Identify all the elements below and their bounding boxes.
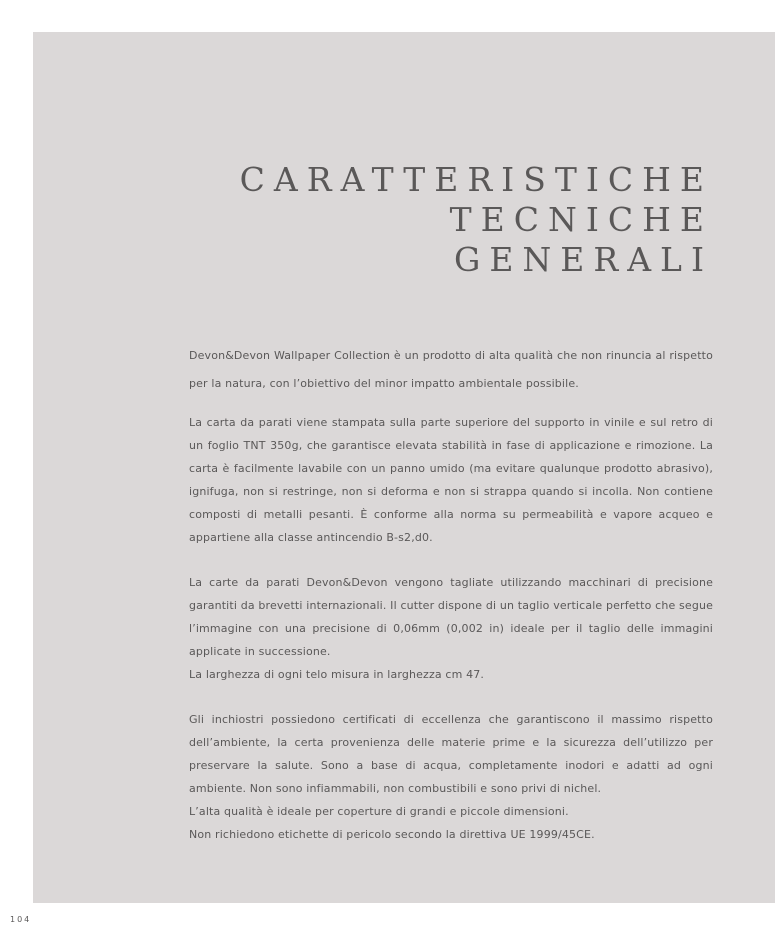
paragraph-width: La larghezza di ogni telo misura in larghezza cm 47. (189, 668, 485, 681)
body-text (189, 342, 713, 846)
content-panel (33, 32, 775, 903)
paragraph-labels: Non richiedono etichette di pericolo secondo la direttiva UE 1999/45CE. (189, 828, 595, 841)
title-line-2: TECNICHE (449, 200, 713, 239)
page-title (240, 160, 713, 280)
paragraph-quality: L’alta qualità è ideale per coperture di grandi e piccole dimensioni. (189, 805, 569, 818)
paragraph-cutting: La carte da parati Devon&Devon vengono tagliate utilizzando macchinari di precisione garantiti da brevetti internazionali. Il cutter dispone di un taglio verticale perfetto che segue l’immagine con una precisione di 0,06mm (0,002 in) ideale per il taglio delle immagini applicate in successione. (189, 576, 713, 658)
paragraph-material: La carta da parati viene stampata sulla parte superiore del supporto in vinile e sul retro di un foglio TNT 350g, che garantisce elevata stabilità in fase di applicazione e rimozione. La carta è facilmente lavabile con un panno umido (ma evitare qualunque prodotto abrasivo), ignifuga, non si restringe, non si deforma e non si strappa quando si incolla. Non contiene composti di metalli pesanti. È conforme alla norma su permeabilità e vapore acqueo e appartiene alla classe antincendio B-s2,d0. (189, 416, 713, 544)
title-line-3: GENERALI (453, 240, 713, 279)
paragraph-inks: Gli inchiostri possiedono certificati di eccellenza che garantiscono il massimo rispetto dell’ambiente, la certa provenienza delle materie prime e la sicurezza dell’utilizzo per preservare la salute. Sono a base di acqua, completamente inodori e adatti ad ogni ambiente. Non sono infiammabili, non combustibili e sono privi di nichel. (189, 713, 713, 795)
paragraph-intro: Devon&Devon Wallpaper Collection è un prodotto di alta qualità che non rinuncia al rispetto per la natura, con l’obiettivo del minor impatto ambientale possibile. (189, 349, 713, 390)
page-number: 104 (10, 915, 32, 924)
title-line-1: CARATTERISTICHE (239, 160, 713, 199)
